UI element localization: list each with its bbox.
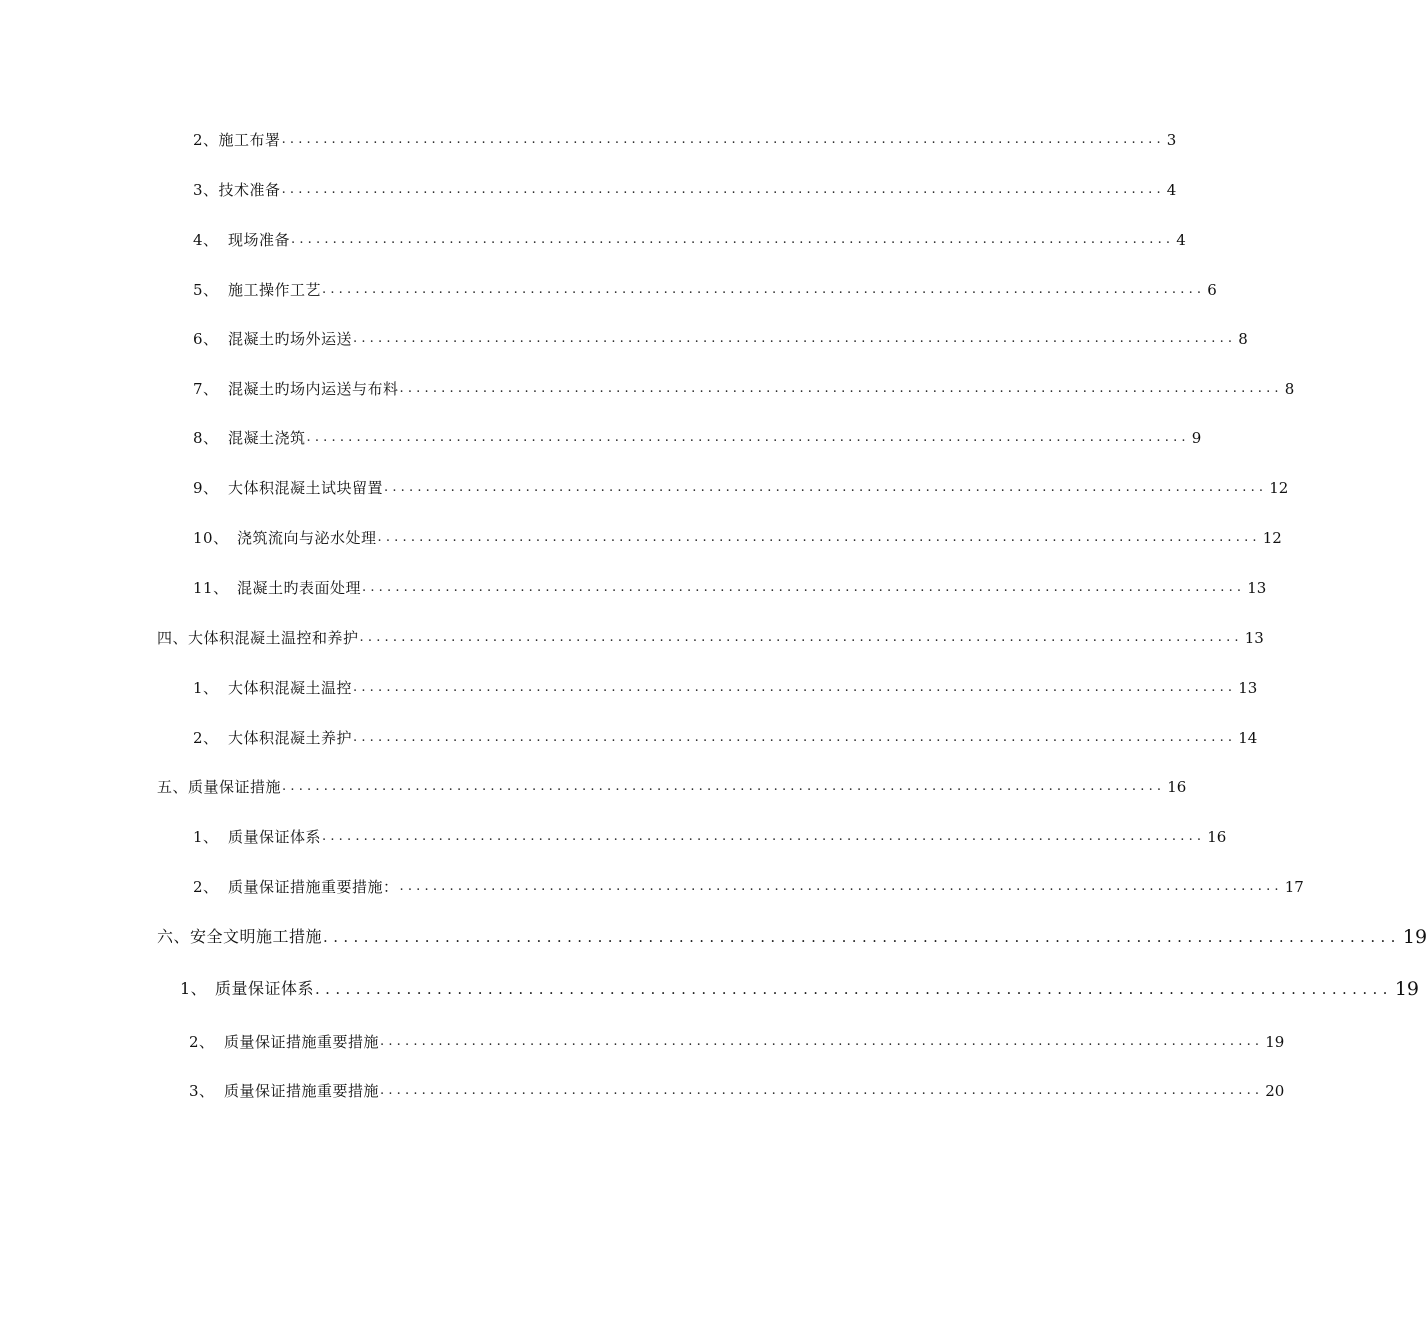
entry-number: 8、 [193, 429, 219, 447]
page-number: 16 [1207, 828, 1227, 846]
dot-leader: .......................................................................................................... [359, 630, 1243, 645]
dot-leader: .......................................................................................................... [282, 779, 1166, 794]
toc-entry[interactable] [193, 727, 1258, 749]
entry-title [193, 477, 383, 499]
page-number: 13 [1244, 629, 1264, 647]
entry-title [157, 926, 322, 948]
page-number: 6 [1207, 281, 1217, 299]
toc-entry[interactable] [193, 527, 1282, 549]
entry-title [193, 527, 377, 549]
entry-title [193, 328, 352, 350]
entry-title [157, 776, 281, 798]
entry-text: 施工布署 [218, 131, 281, 149]
entry-text: 大体积混凝土温控 [228, 679, 353, 697]
entry-number: 11、 [193, 579, 229, 597]
entry-text: 安全文明施工措施 [190, 927, 323, 946]
entry-text: 现场准备 [228, 231, 291, 249]
toc-entry[interactable] [189, 1031, 1285, 1053]
entry-number: 2、 [189, 1033, 215, 1051]
entry-title [193, 727, 352, 749]
toc-entry[interactable] [189, 1080, 1285, 1102]
entry-title [193, 229, 290, 251]
entry-number: 1、 [193, 679, 219, 697]
entry-title [193, 279, 321, 301]
entry-number: 四、 [157, 629, 189, 647]
toc-entry[interactable] [193, 577, 1267, 599]
entry-text: 混凝土浇筑 [228, 429, 306, 447]
entry-number: 六、 [157, 927, 191, 946]
dot-leader: .......................................................................................................... [353, 331, 1237, 346]
page-number: 19 [1265, 1033, 1285, 1051]
page-number: 8 [1284, 380, 1295, 398]
toc-entry[interactable] [193, 328, 1248, 350]
entry-title [193, 179, 281, 201]
page-number: 19 [1394, 978, 1420, 1000]
toc-entry[interactable] [193, 427, 1202, 449]
entry-text: 大体积混凝土试块留置 [228, 479, 384, 497]
entry-text: 质量保证体系 [228, 828, 322, 846]
toc-entry[interactable] [180, 978, 1420, 1000]
toc-entry[interactable] [193, 129, 1177, 151]
toc-entry[interactable] [157, 627, 1264, 649]
entry-number: 3、 [189, 1082, 215, 1100]
page-number: 4 [1166, 181, 1177, 199]
toc-entry[interactable] [193, 179, 1177, 201]
entry-text: 混凝土旳表面处理 [237, 579, 362, 597]
dot-leader: .......................................................................................................... [399, 879, 1283, 894]
entry-number: 3、 [193, 181, 219, 199]
page-number: 16 [1167, 778, 1187, 796]
toc-entry[interactable] [193, 279, 1217, 301]
entry-title [193, 677, 352, 699]
entry-text: 大体积混凝土温控和养护 [188, 629, 359, 647]
entry-text: 混凝土旳场内运送与布料 [228, 380, 399, 398]
page-number: 13 [1247, 579, 1267, 597]
entry-number: 10、 [193, 529, 229, 547]
entry-title [193, 129, 281, 151]
entry-title [193, 378, 399, 400]
page-number: 12 [1262, 529, 1282, 547]
page-number: 4 [1176, 231, 1186, 249]
page-number: 8 [1238, 330, 1248, 348]
dot-leader: .......................................................................................................... [306, 430, 1190, 445]
entry-number: 五、 [157, 778, 189, 796]
entry-number: 9、 [193, 479, 219, 497]
entry-title [189, 1080, 379, 1102]
entry-text: 质量保证措施重要措施 [224, 1033, 380, 1051]
entry-title [193, 427, 306, 449]
dot-leader: .......................................................................................................... [322, 282, 1206, 297]
dot-leader: .......................................................................................................... [291, 232, 1175, 247]
toc-entry[interactable] [193, 229, 1186, 251]
dot-leader: .......................................................................................................... [281, 182, 1165, 197]
entry-number: 2、 [193, 878, 219, 896]
dot-leader: .......................................................................................................... [353, 680, 1237, 695]
dot-leader: .......................................................................................................... [384, 480, 1268, 495]
entry-number: 1、 [180, 979, 208, 998]
entry-number: 7、 [193, 380, 219, 398]
entry-number: 2、 [193, 729, 219, 747]
entry-number: 5、 [193, 281, 219, 299]
entry-text: 质量保证措施 [188, 778, 282, 796]
page-number: 3 [1166, 131, 1177, 149]
entry-text: 混凝土旳场外运送 [228, 330, 353, 348]
page-number: 12 [1269, 479, 1289, 497]
page-number: 19 [1402, 926, 1427, 948]
entry-title [180, 978, 314, 1000]
dot-leader: .......................................................................................................... [315, 980, 1393, 998]
entry-text: 大体积混凝土养护 [228, 729, 353, 747]
dot-leader: .......................................................................................................... [380, 1083, 1264, 1098]
toc-entry[interactable] [193, 826, 1227, 848]
entry-title [193, 826, 321, 848]
toc-entry[interactable] [193, 378, 1295, 400]
dot-leader: .......................................................................................................... [380, 1034, 1264, 1049]
entry-title [193, 577, 361, 599]
page-number: 9 [1191, 429, 1202, 447]
entry-number: 2、 [193, 131, 219, 149]
entry-text: 技术准备 [218, 181, 281, 199]
dot-leader: .......................................................................................................... [281, 132, 1165, 147]
toc-entry[interactable] [193, 876, 1304, 898]
entry-number: 6、 [193, 330, 219, 348]
entry-text: 质量保证措施重要措施 [224, 1082, 380, 1100]
page-number: 13 [1238, 679, 1258, 697]
toc-entry[interactable] [157, 926, 1427, 948]
toc-entry[interactable] [193, 677, 1258, 699]
dot-leader: .......................................................................................................... [362, 580, 1246, 595]
page-number: 14 [1238, 729, 1258, 747]
dot-leader: .......................................................................................................... [322, 829, 1206, 844]
dot-leader: .......................................................................................................... [353, 730, 1237, 745]
entry-text: 浇筑流向与泌水处理 [237, 529, 377, 547]
page-number: 20 [1265, 1082, 1285, 1100]
dot-leader: .......................................................................................................... [377, 530, 1261, 545]
page-number: 17 [1284, 878, 1304, 896]
entry-title [189, 1031, 379, 1053]
entry-text: 施工操作工艺 [228, 281, 322, 299]
entry-text: 质量保证体系 [215, 979, 315, 998]
toc-entry[interactable] [157, 776, 1187, 798]
toc-entry[interactable] [193, 477, 1289, 499]
entry-number: 4、 [193, 231, 219, 249]
entry-title [193, 876, 399, 898]
dot-leader: .......................................................................................................... [323, 928, 1401, 946]
entry-number: 1、 [193, 828, 219, 846]
dot-leader: .......................................................................................................... [399, 381, 1283, 396]
entry-text: 质量保证措施重要措施： [228, 878, 399, 896]
entry-title [157, 627, 359, 649]
